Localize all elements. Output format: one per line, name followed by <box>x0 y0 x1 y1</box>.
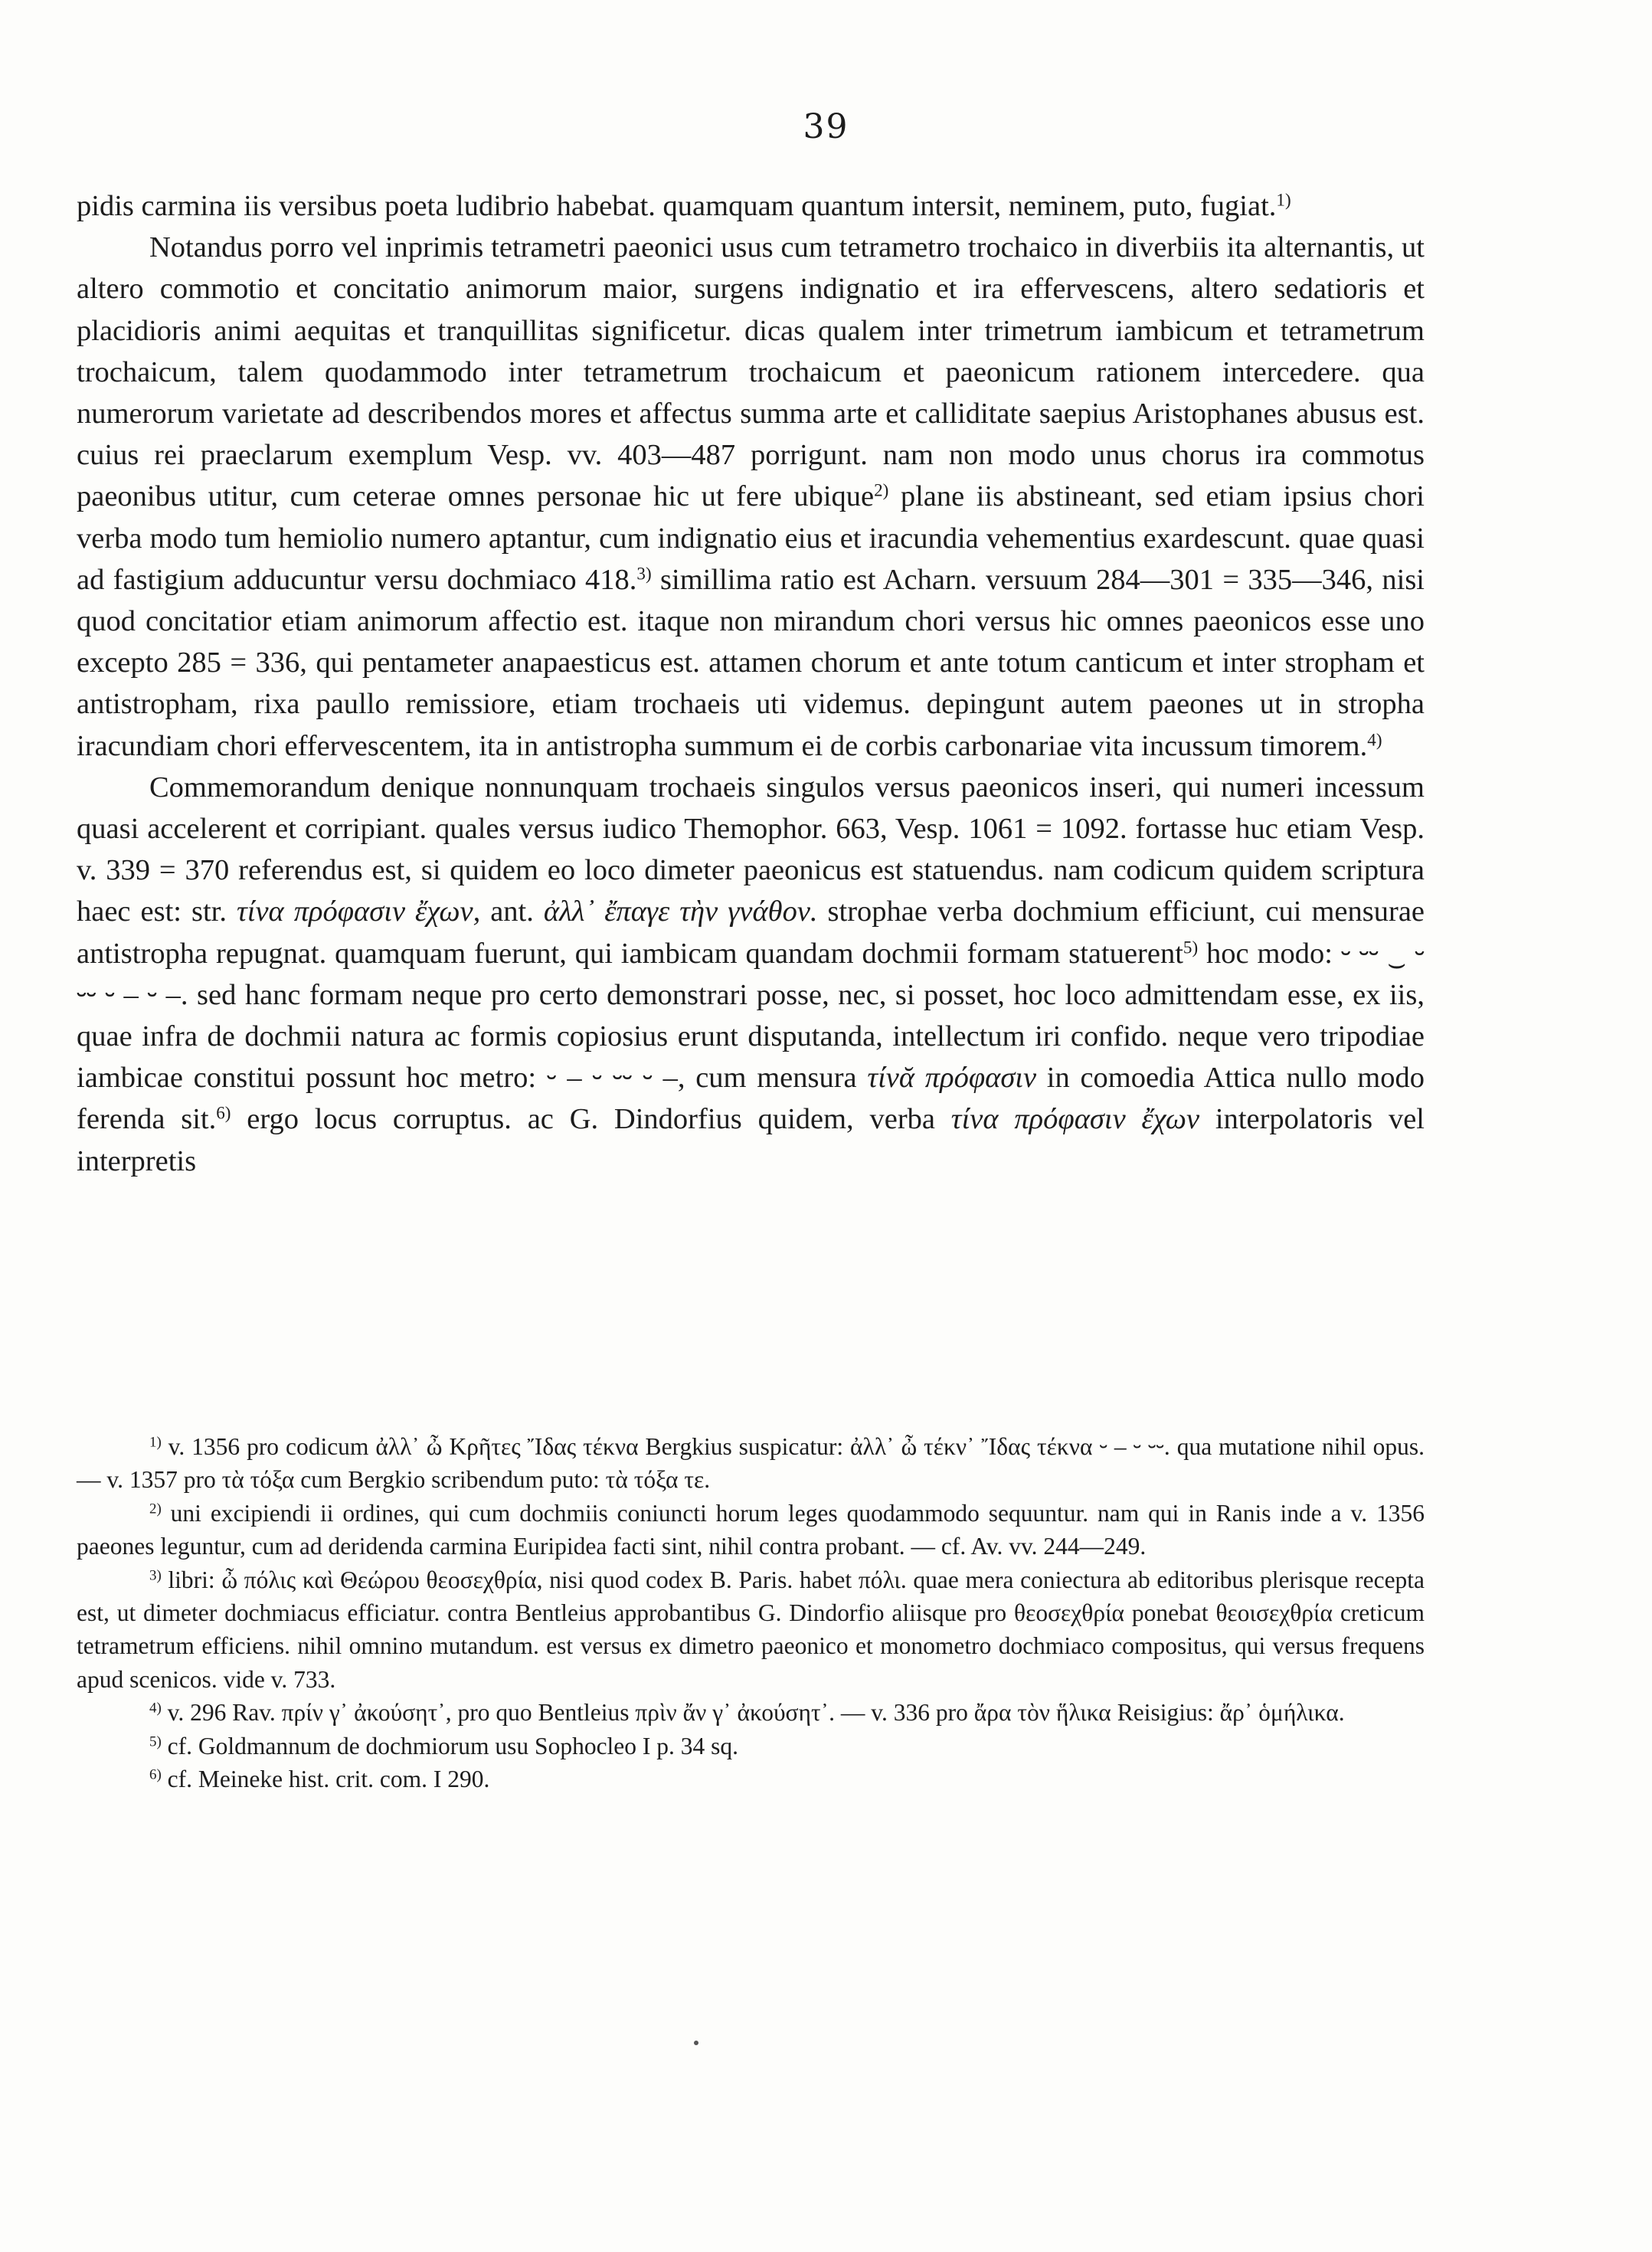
footnote-ref: 5) <box>1183 936 1199 957</box>
footnote-ref: 3) <box>636 563 652 584</box>
footnote-3: $^{3)}$ libri: ὦ πόλις καὶ Θεώρου θεοσεχθρία, nisi quod codex B. Paris. habet πόλι. quae mera coniectura ab editoribus plerisque recepta est, ut dimeter dochmiacus efficiatur. contra Bentleius approbantibus G. Dindorfio aliisque pro θεοσεχθρία ponebat θεοισεχθρία creticum tetrametrum efficiens. nihil omnino mutandum. est versus ex dimetro paeonico et monometro dochmiaco compositus, qui versus frequens apud scenicos. vide v. 733. <box>77 1566 1425 1693</box>
meter-notation: ⏑ – ⏑ ⏑⏑ ⏑ –, <box>546 1062 685 1095</box>
greek-text: τίνα πρόφασιν ἔχων <box>950 1103 1200 1136</box>
footnote-ref: 2) <box>874 480 889 500</box>
greek-text: ἀλλ᾽ ἔπαγε τὴν γνάθον. <box>543 895 818 928</box>
footnote-ref: 1) <box>1276 189 1291 210</box>
paragraph-1: pidis carmina iis versibus poeta ludibrio habebat. quamquam quantum intersit, neminem, puto, fugiat.$^{1)}$ <box>77 189 1291 222</box>
page-speck <box>694 2041 698 2045</box>
paragraph-2: Notandus porro vel inprimis tetrametri paeonici usus cum tetrametro trochaico in diverbiis ita alternantis, ut altero commotio et concitatio animorum maior, surgens indignatio et ira effervescens, altero sedatioris et placidioris animi aequitas et tranquillitas significetur. dicas qualem inter trimetrum iambicum et tetrametrum trochaicum, talem quodammodo inter tetrametrum trochaicum et paeonicum rationem intercedere. qua numerorum varietate ad describendos mores et affectus summa arte et calliditate saepius Aristophanes abusus est. cuius rei praeclarum exemplum Vesp. vv. 403—487 porrigunt. nam non modo unus chorus ira commotus paeonibus utitur, cum ceterae omnes personae hic ut fere ubique$^{2)}$ plane iis abstineant, sed etiam ipsius chori verba modo tum hemiolio numero aptantur, cum indignatio eius et iracundia vehementius exardescunt. quae quasi ad fastigium adducuntur versu dochmiaco 418.$^{3)}$ simillima ratio est Acharn. versuum 284—301 = 335—346, nisi quod concitatior etiam animorum affectio est. itaque non mirandum chori versus hic omnes paeonicos esse uno excepto 285 = 336, qui pentameter anapaesticus est. attamen chorum et ante totum canticum et inter stropham et antistropham, rixa paullo remissiore, etiam trochaeis uti videmus. depingunt autem paeones ut in stropha iracundiam chori effervescentem, ita in antistropha summum ei de corbis carbonariae vita incussum timorem.$^{4)}$ <box>77 231 1425 762</box>
footnote-2: $^{2)}$ uni excipiendi ii ordines, qui cum dochmiis coniuncti horum leges quodammodo sequuntur. nam qui in Ranis inde a v. 1356 paeones leguntur, cum ad deridenda carmina Euripidea facti sint, nihil contra probant. — cf. Av. vv. 244—249. <box>77 1499 1425 1560</box>
greek-text: τίνα πρόφασιν ἔχων, <box>236 895 481 928</box>
footnote-ref: 6) <box>216 1102 231 1123</box>
footnote-6: $^{6)}$ cf. Meineke hist. crit. com. I 290. <box>149 1766 490 1793</box>
footnote-ref: 4) <box>1367 728 1382 749</box>
page-number: 39 <box>803 107 849 146</box>
meter-notation: ⏑ – ⏑ ⏑⏑. <box>1099 1433 1170 1460</box>
footnote-4: $^{4)}$ v. 296 Rav. πρίν γ᾽ ἀκούσητ᾽, pro quo Bentleius πρὶν ἄν γ᾽ ἀκούσητ᾽. — v. 336 pro ἄρα τὸν ἥλικα Reisigius: ἄρ᾽ ὁμήλικα. <box>149 1699 1345 1727</box>
paragraph-3: Commemorandum denique nonnunquam trochaeis singulos versus paeonicos inseri, qui numeri incessum quasi accelerent et corripiant. quales versus iudico Themophor. 663, Vesp. 1061 = 1092. fortasse huc etiam Vesp. v. 339 = 370 referendus est, si quidem eo loco dimeter paeonicus est statuendus. nam codicum quidem scriptura haec est: str. τίνα πρόφασιν ἔχων, ant. ἀλλ᾽ ἔπαγε τὴν γνάθον. strophae verba dochmium efficiunt, cui mensurae antistropha repugnat. quamquam fuerunt, qui iambicam quandam dochmii formam statuerent$^{5)}$ hoc modo: ⏑ ⏑⏑ ‿ ⏑ ⏑⏑ ⏑ – ⏑ –. sed hanc formam neque pro certo demonstrari posse, nec, si posset, hoc loco admittendam esse, ex iis, quae infra de dochmii natura ac formis copiosius erunt disputanda, intellectum iri confido. neque vero tripodiae iambicae constitui possunt hoc metro: ⏑ – ⏑ ⏑⏑ ⏑ –, cum mensura τίνᾰ πρόφασιν in comoedia Attica nullo modo ferenda sit.$^{6)}$ ergo locus corruptus. ac G. Dindorfius quidem, verba τίνα πρόφασιν ἔχων interpolatoris vel interpretis <box>77 771 1425 1177</box>
greek-text: τίνᾰ πρόφασιν <box>867 1062 1037 1095</box>
footnote-5: $^{5)}$ cf. Goldmannum de dochmiorum usu Sophocleo I p. 34 sq. <box>149 1732 739 1759</box>
footnotes <box>77 1430 1425 1795</box>
meter-notation: ⏑ ⏑⏑ ‿ ⏑ ⏑⏑ ⏑ – ⏑ –. <box>77 937 1425 1011</box>
main-text <box>77 185 1425 1182</box>
footnote-1: $^{1)}$ v. 1356 pro codicum ἀλλ᾽ ὦ Κρῆτες Ἴδας τέκνα Bergkius suspicatur: ἀλλ᾽ ὦ τέκν᾽ Ἴδας τέκνα ⏑ – ⏑ ⏑⏑. qua mutatione nihil opus. — v. 1357 pro τὰ τόξα cum Bergkio scribendum puto: τὰ τόξα τε. <box>77 1433 1425 1494</box>
